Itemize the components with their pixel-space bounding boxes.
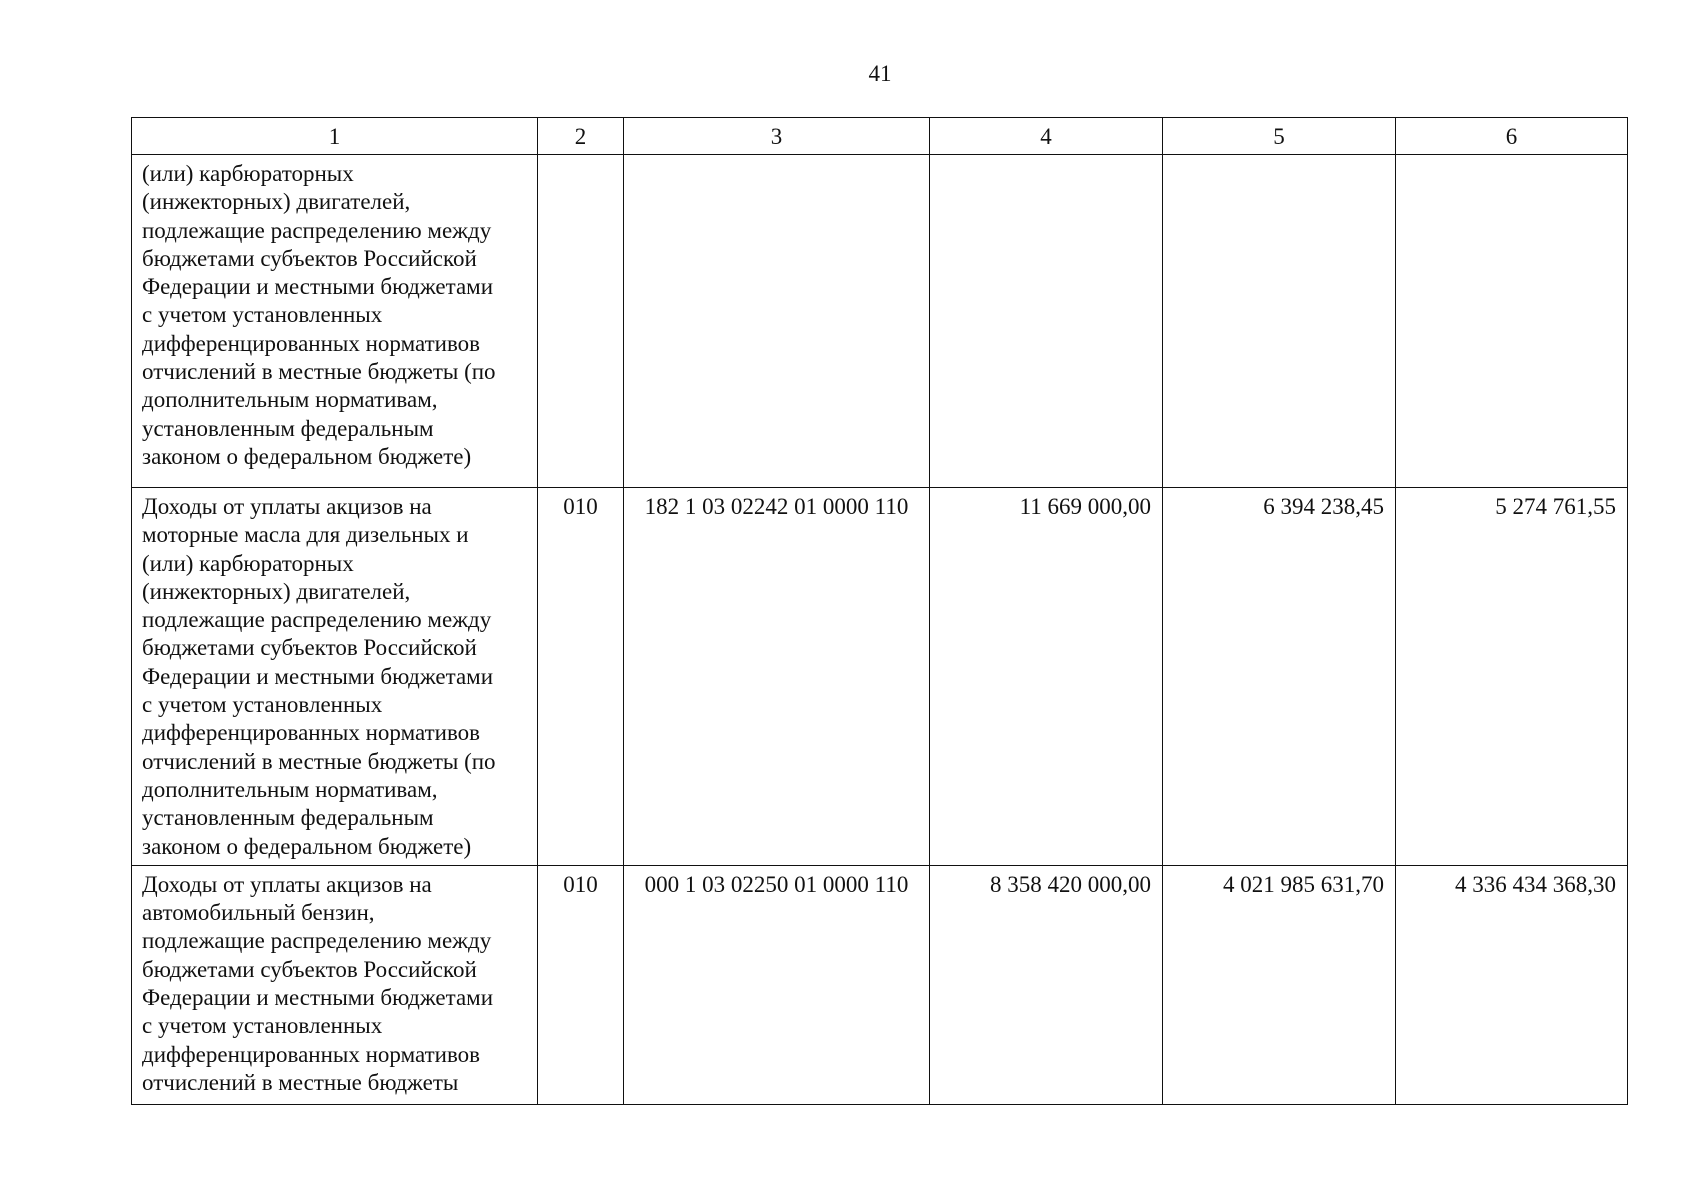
line-code-cell: 010 (538, 865, 624, 1104)
income-name-line: (или) карбюраторных (142, 550, 354, 576)
budget-income-table (131, 117, 1628, 1105)
table-row (132, 488, 1628, 866)
income-name-line: (инжекторных) двигателей, (142, 578, 411, 604)
income-name-line: моторные масла для дизельных и (142, 522, 469, 548)
income-name-line: Доходы от уплаты акцизов на (142, 494, 432, 519)
column-6-value (1396, 155, 1628, 488)
income-name-line: (или) карбюраторных (142, 161, 354, 186)
income-name-line: дифференцированных нормативов (142, 1041, 481, 1067)
column-5-value (1163, 155, 1396, 488)
table-row (132, 865, 1628, 1104)
income-name-line: подлежащие распределению между (142, 217, 492, 243)
income-name-line: установленным федеральным (142, 805, 434, 831)
income-name-line: бюджетами субъектов Российской (142, 956, 477, 982)
income-name-line: дополнительным нормативам, (142, 776, 438, 802)
column-6-value: 5 274 761,55 (1396, 488, 1628, 866)
column-header-4: 4 (930, 118, 1163, 155)
income-name-line: автомобильный бензин, (142, 900, 375, 926)
income-name-line: бюджетами субъектов Российской (142, 245, 477, 271)
column-header-2: 2 (538, 118, 624, 155)
table-header-row (132, 118, 1628, 155)
column-header-5: 5 (1163, 118, 1396, 155)
column-5-value: 6 394 238,45 (1163, 488, 1396, 866)
column-6-value: 4 336 434 368,30 (1396, 865, 1628, 1104)
income-name-line: законом о федеральном бюджете) (142, 833, 472, 859)
column-5-value: 4 021 985 631,70 (1163, 865, 1396, 1104)
income-name-line: Федерации и местными бюджетами (142, 274, 494, 300)
income-name-line: законом о федеральном бюджете) (142, 443, 472, 469)
income-code-cell: 000 1 03 02250 01 0000 110 (624, 865, 930, 1104)
column-4-value: 8 358 420 000,00 (930, 865, 1163, 1104)
income-code-cell (624, 155, 930, 488)
page-number: 41 (868, 61, 892, 86)
line-code-cell (538, 155, 624, 488)
income-name-line: установленным федеральным (142, 415, 434, 441)
income-name-line: дополнительным нормативам, (142, 387, 438, 413)
income-name-line: дифференцированных нормативов (142, 330, 481, 356)
line-code-cell: 010 (538, 488, 624, 866)
column-header-3: 3 (624, 118, 930, 155)
column-4-value (930, 155, 1163, 488)
income-name-line: отчислений в местные бюджеты (142, 1069, 459, 1095)
income-name-cell (132, 155, 538, 488)
income-name-line: с учетом установленных (142, 302, 383, 328)
income-code-cell: 182 1 03 02242 01 0000 110 (624, 488, 930, 866)
column-4-value: 11 669 000,00 (930, 488, 1163, 866)
income-name-cell (132, 488, 538, 866)
column-header-6: 6 (1396, 118, 1628, 155)
income-name-line: с учетом установленных (142, 1013, 383, 1039)
income-name-line: Федерации и местными бюджетами (142, 663, 494, 689)
income-name-line: (инжекторных) двигателей, (142, 189, 411, 215)
table-row (132, 155, 1628, 488)
income-name-line: отчислений в местные бюджеты (по (142, 748, 496, 774)
column-header-1: 1 (132, 118, 538, 155)
income-name-line: Федерации и местными бюджетами (142, 985, 494, 1011)
income-name-line: подлежащие распределению между (142, 607, 492, 633)
income-name-line: отчислений в местные бюджеты (по (142, 359, 496, 385)
income-name-line: подлежащие распределению между (142, 928, 492, 954)
income-name-line: с учетом установленных (142, 692, 383, 718)
income-name-line: бюджетами субъектов Российской (142, 635, 477, 661)
income-name-line: дифференцированных нормативов (142, 720, 481, 746)
income-name-cell (132, 865, 538, 1104)
income-name-line: Доходы от уплаты акцизов на (142, 871, 432, 897)
